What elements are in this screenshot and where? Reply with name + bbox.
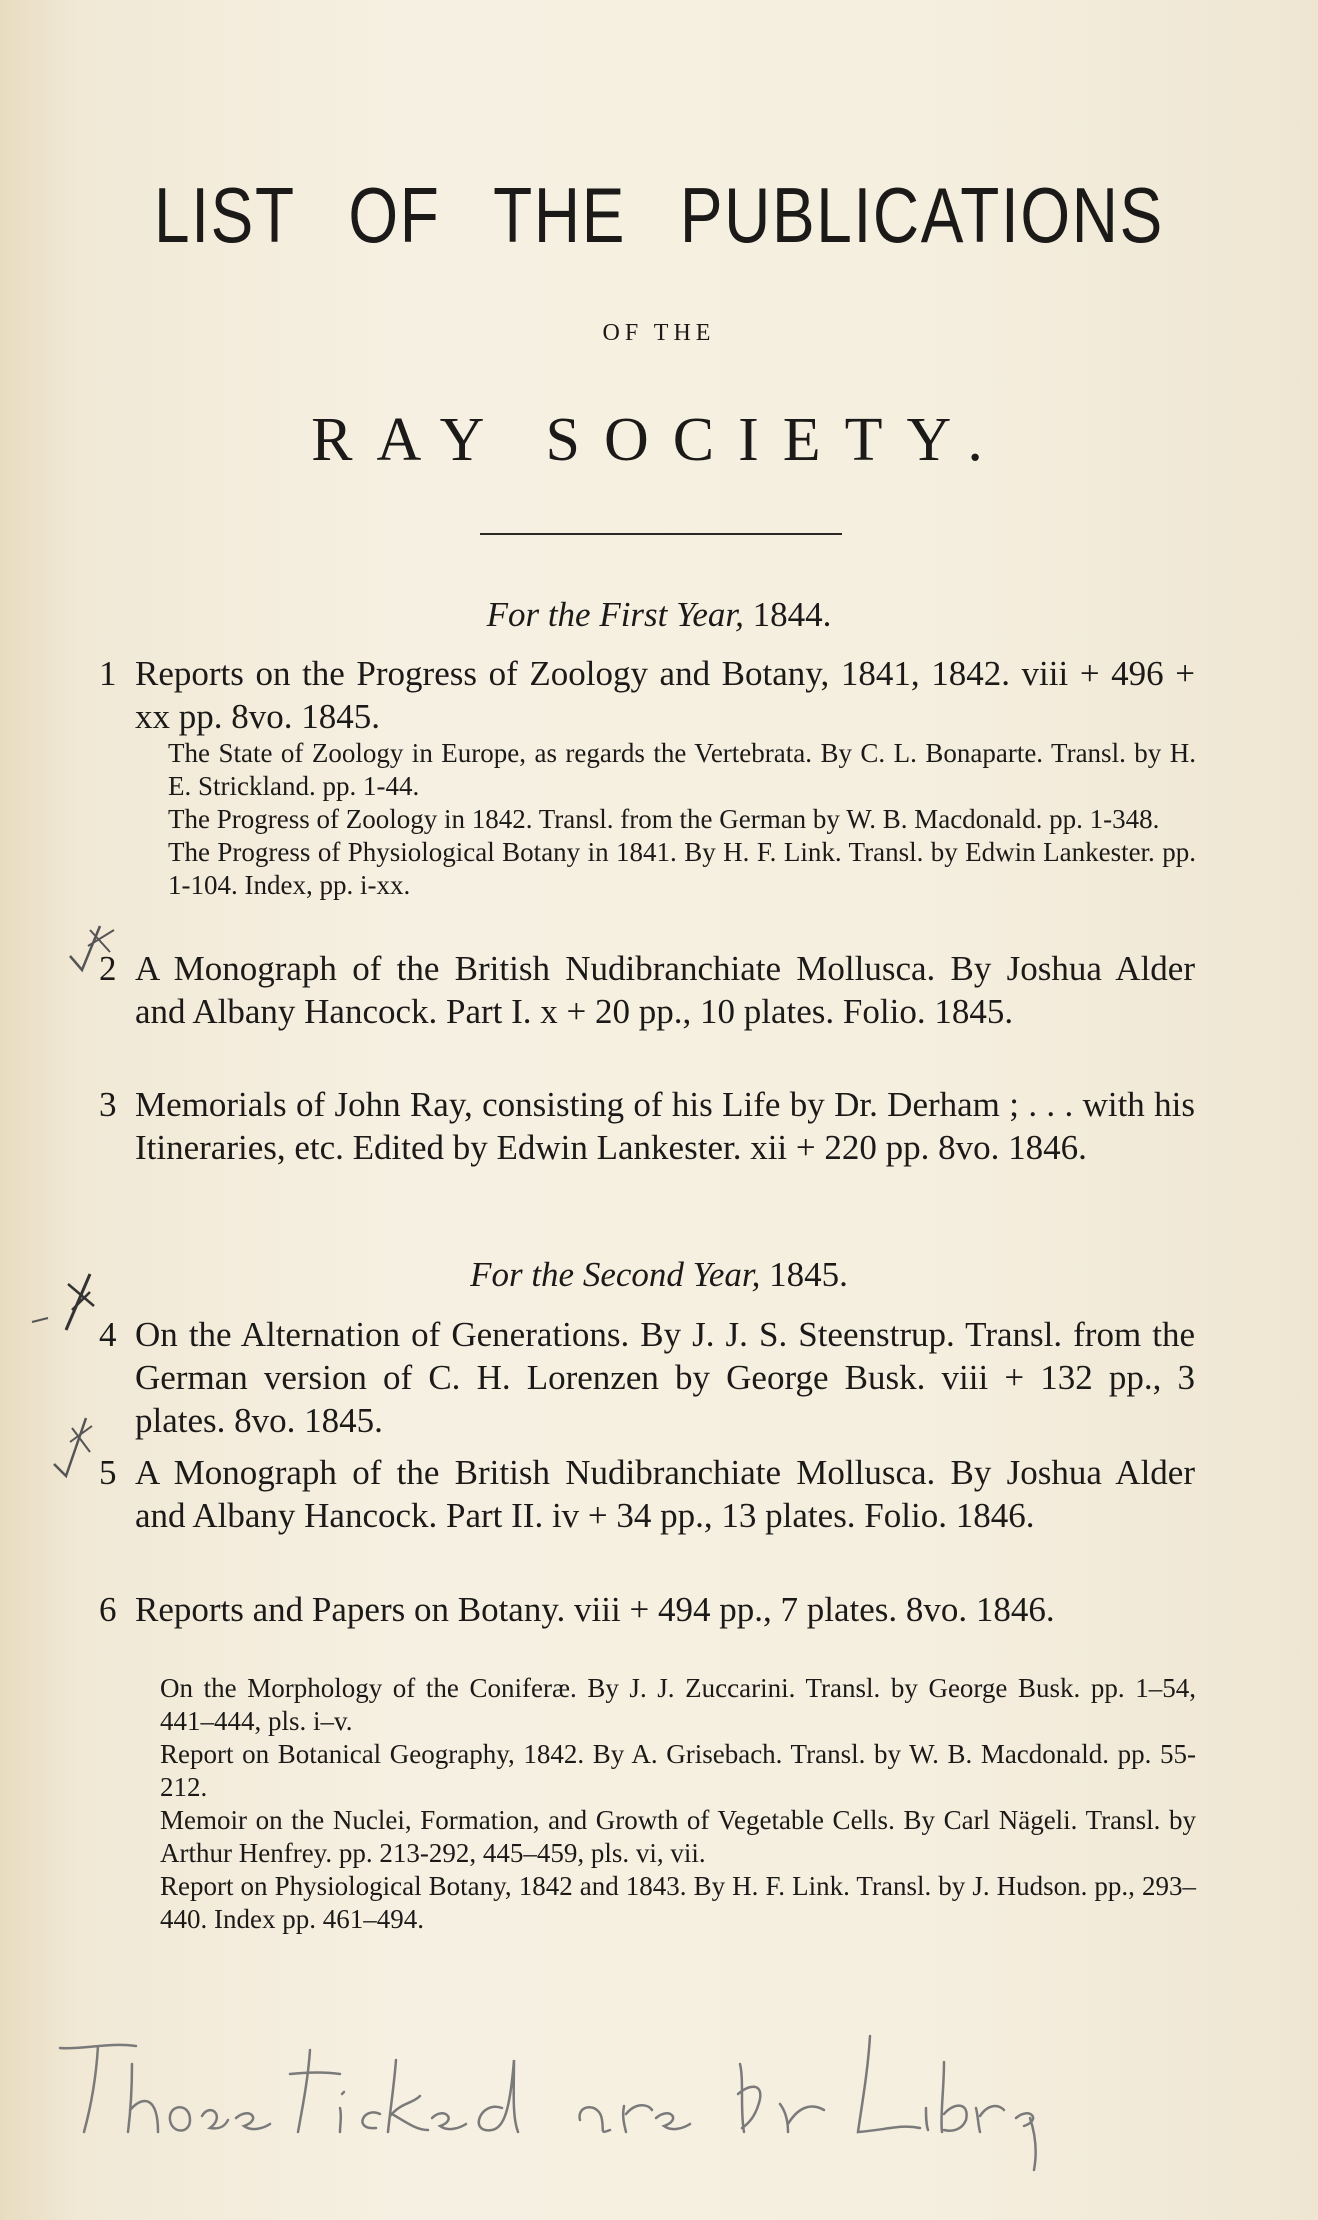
entry-number: 5: [99, 1453, 117, 1492]
page-title: LIST OF THE PUBLICATIONS: [154, 171, 1164, 259]
year-heading-label: For the First Year,: [486, 595, 744, 634]
entry-number: 4: [99, 1315, 117, 1354]
entry-number: 6: [99, 1590, 117, 1629]
year-heading-year: 1845.: [769, 1255, 848, 1294]
entry-1-contents: [168, 737, 1196, 902]
sub-item: The Progress of Zoology in 1842. Transl. from the German by W. B. Macdonald. pp. 1-348.: [168, 804, 1160, 834]
sub-item: Report on Physiological Botany, 1842 and 1843. By H. F. Link. Transl. by J. Hudson. pp., 293–440. Index pp. 461–494.: [160, 1871, 1196, 1934]
entry-text: On the Alternation of Generations. By J. J. S. Steenstrup. Transl. from the German version of C. H. Lorenzen by George Busk. viii + 132 pp., 3 plates. 8vo. 1845.: [135, 1315, 1195, 1440]
subtitle-of-the: OF THE: [602, 320, 716, 346]
sub-item: Memoir on the Nuclei, Formation, and Growth of Vegetable Cells. By Carl Nägeli. Transl. by Arthur Henfrey. pp. 213-292, 445–459, pls. vi, vii.: [160, 1805, 1196, 1868]
entry-text: Reports and Papers on Botany. viii + 494 pp., 7 plates. 8vo. 1846.: [135, 1590, 1055, 1629]
year-heading-first: [0, 595, 1318, 635]
publication-entry-6: [99, 1588, 1195, 1631]
sub-item: On the Morphology of the Coniferæ. By J. J. Zuccarini. Transl. by George Busk. pp. 1–54, 441–444, pls. i–v.: [160, 1673, 1196, 1736]
pencil-tick-mark-icon: [28, 1270, 98, 1336]
publication-entry-2: [99, 947, 1195, 1033]
entry-text: A Monograph of the British Nudibranchiate Mollusca. By Joshua Alder and Albany Hancock. Part II. iv + 34 pp., 13 plates. Folio. 1846.: [135, 1453, 1195, 1535]
publication-entry-1: [99, 652, 1195, 738]
entry-text: Reports on the Progress of Zoology and Botany, 1841, 1842. viii + 496 + xx pp. 8vo. 1845.: [135, 654, 1195, 736]
sub-item: The State of Zoology in Europe, as regards the Vertebrata. By C. L. Bonaparte. Transl. by H. E. Strickland. pp. 1-44.: [168, 738, 1196, 801]
publication-entry-5: [99, 1451, 1195, 1537]
entry-6-contents: [160, 1672, 1196, 1936]
entry-text: A Monograph of the British Nudibranchiate Mollusca. By Joshua Alder and Albany Hancock. Part I. x + 20 pp., 10 plates. Folio. 1845.: [135, 949, 1195, 1031]
publication-entry-4: [99, 1313, 1195, 1442]
sub-item: The Progress of Physiological Botany in 1841. By H. F. Link. Transl. by Edwin Lankester. pp. 1-104. Index, pp. i-xx.: [168, 837, 1196, 900]
handwritten-note-scribble: [40, 2020, 1040, 2200]
publication-entry-3: [99, 1083, 1195, 1169]
entry-number: 3: [99, 1085, 117, 1124]
society-name: RAY SOCIETY.: [311, 406, 1007, 474]
sub-item: Report on Botanical Geography, 1842. By A. Grisebach. Transl. by W. B. Macdonald. pp. 55-212.: [160, 1739, 1196, 1802]
entry-text: Memorials of John Ray, consisting of his Life by Dr. Derham ; . . . with his Itineraries, etc. Edited by Edwin Lankester. xii + 220 pp. 8vo. 1846.: [135, 1085, 1195, 1167]
entry-number: 2: [99, 949, 117, 988]
pencil-tick-mark-icon: [48, 1412, 108, 1484]
handwritten-note-text: Those ticked are in Library: [40, 2020, 51, 2021]
divider-rule: [480, 533, 842, 535]
entry-number: 1: [99, 654, 117, 693]
pencil-tick-mark-icon: [60, 918, 130, 978]
year-heading-second: [0, 1255, 1318, 1295]
year-heading-year: 1844.: [752, 595, 832, 634]
year-heading-label: For the Second Year,: [470, 1255, 761, 1294]
